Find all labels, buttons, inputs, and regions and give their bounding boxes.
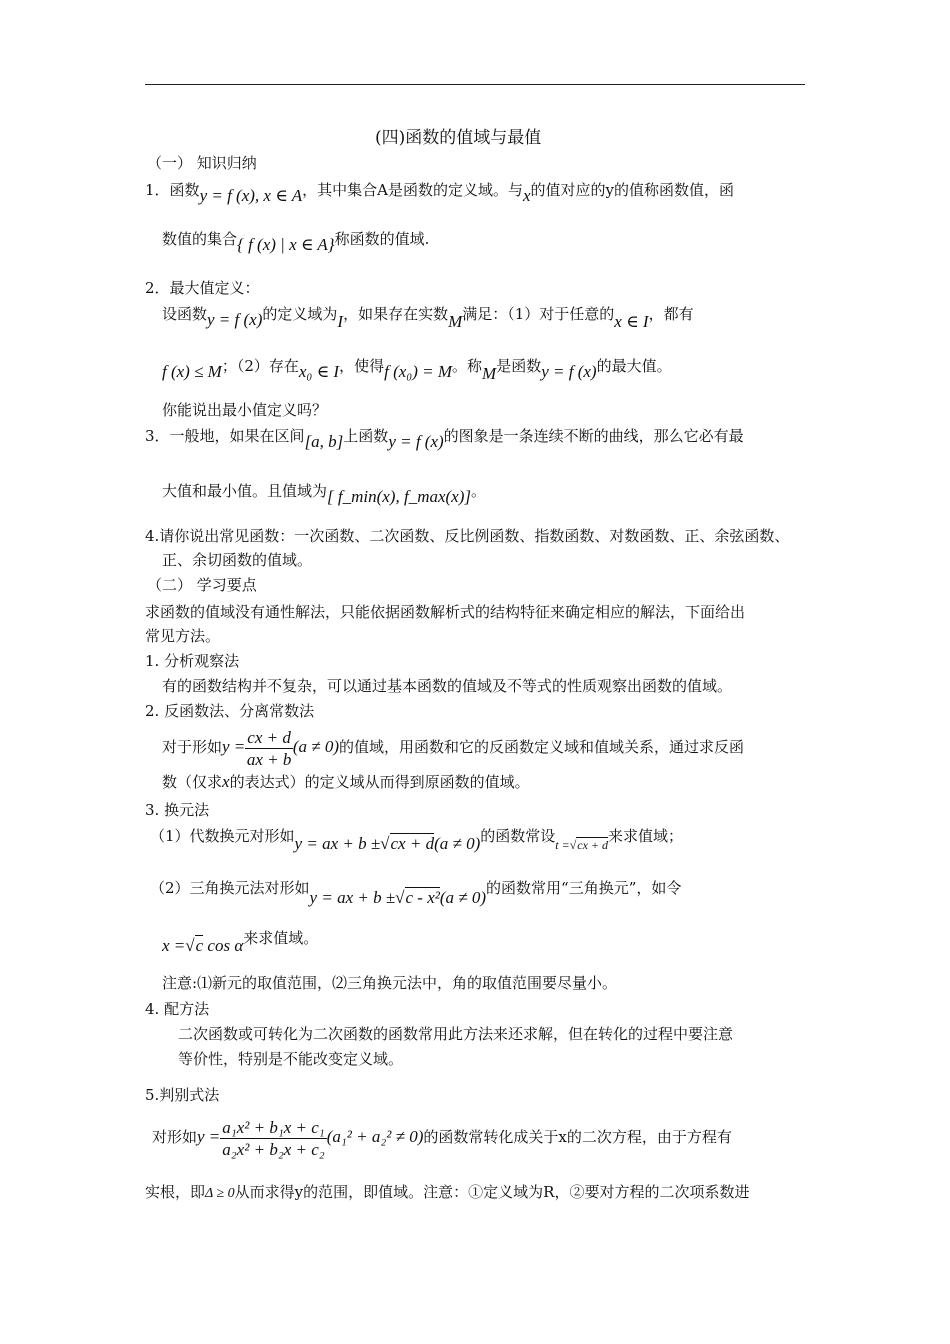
header-rule	[145, 84, 805, 85]
method-4-body-1: 二次函数或可转化为二次函数的函数常用此方法来还求解，但在转化的过程中要注意	[178, 1025, 734, 1043]
method-4-body-2: 等价性，特别是不能改变定义域。	[178, 1050, 404, 1068]
method-4-heading: 4. 配方法	[145, 1000, 210, 1018]
item-2-line-1: 设函数y = f (x)的定义域为I，如果存在实数M满足：（1）对于任意的x ∈ I，都有	[162, 305, 694, 331]
method-3-heading: 3. 换元法	[145, 801, 210, 819]
item-1-line-2: 数值的集合{ f (x) | x ∈ A}称函数的值域.	[162, 230, 430, 254]
page-title: (四)函数的值域与最值	[375, 128, 542, 148]
item-2-line-2: f (x) ≤ M；（2）存在x₀ ∈ I，使得f (x₀) = M。称M是函数y = f (x)的最大值。	[162, 357, 672, 383]
method-5-heading: 5.判别式法	[145, 1086, 220, 1104]
fraction: $\frac{cx + d}{ax + b}$	[246, 727, 292, 769]
method-5-line-2: 实根，即Δ ≥ 0从而求得y的范围，即值域。注意：①定义域为R，②要对方程的二次项系数进	[145, 1183, 750, 1201]
section-2-intro-1: 求函数的值域没有通性解法，只能依据函数解析式的结构特征来确定相应的解法，下面给出	[145, 603, 746, 621]
method-3-note: 注意:⑴新元的取值范围，⑵三角换元法中，角的取值范围要尽量小。	[162, 974, 618, 992]
method-3-line-2: （2）三角换元法对形如y = ax + b ±√c - x²(a ≠ 0)的函数常用“三角换元”，如令	[150, 879, 682, 907]
section-2-heading: （二） 学习要点	[147, 576, 257, 594]
method-1-body: 有的函数结构并不复杂，可以通过基本函数的值域及不等式的性质观察出函数的值域。	[162, 677, 733, 695]
method-3-line-3: x =√c cos α来求值域。	[162, 929, 319, 955]
section-2-intro-2: 常见方法。	[145, 627, 221, 645]
fraction: $\frac{\text{a₁x² + b₁x + c₁}}{\text{a₂x² + b₂x + c₂}}$	[222, 1117, 325, 1159]
method-1-heading: 1. 分析观察法	[145, 652, 240, 670]
method-2-line-1: 对于形如y = $\frac{cx + d}{ax + b}$ (a ≠ 0)的值域，用函数和它的反函数定义域和值域关系，通过求反函	[162, 727, 745, 769]
item-3-line-1: 3．一般地，如果在区间[a, b]上函数y = f (x)的图象是一条连续不断的曲线，那么它必有最	[145, 427, 744, 451]
method-3-line-1: （1）代数换元对形如y = ax + b ±√cx + d(a ≠ 0)的函数常设$_{t =√cx + d}$来求值域；	[150, 827, 684, 853]
section-1-heading: （一） 知识归纳	[147, 154, 257, 172]
item-3-line-2: 大值和最小值。且值域为[ f_min(x), f_max(x)]。	[162, 482, 487, 506]
item-2-question: 你能说出最小值定义吗？	[162, 401, 328, 419]
item-4-line-2: 正、余切函数的值域。	[162, 551, 313, 569]
item-4-line-1: 4.请你说出常见函数：一次函数、二次函数、反比例函数、指数函数、对数函数、正、余弦函数、	[145, 527, 790, 545]
item-2-heading: 2．最大值定义：	[145, 279, 260, 297]
method-2-line-2: 数（仅求x的表达式）的定义域从而得到原函数的值域。	[162, 772, 530, 791]
method-2-heading: 2. 反函数法、分离常数法	[145, 702, 315, 720]
method-5-line-1: 对形如y = $\frac{\text{a₁x² + b₁x + c₁}}{\text{a₂x² + b₂x + c₂}}$ (a₁² + a₂² ≠ 0)的函数常转化成关于x的二次方程，由于方程有	[152, 1117, 732, 1159]
item-1-line-1: 1．函数y = f (x), x ∈ A，其中集合A是函数的定义域。与x的值对应的y的值称函数值，函	[145, 181, 735, 205]
